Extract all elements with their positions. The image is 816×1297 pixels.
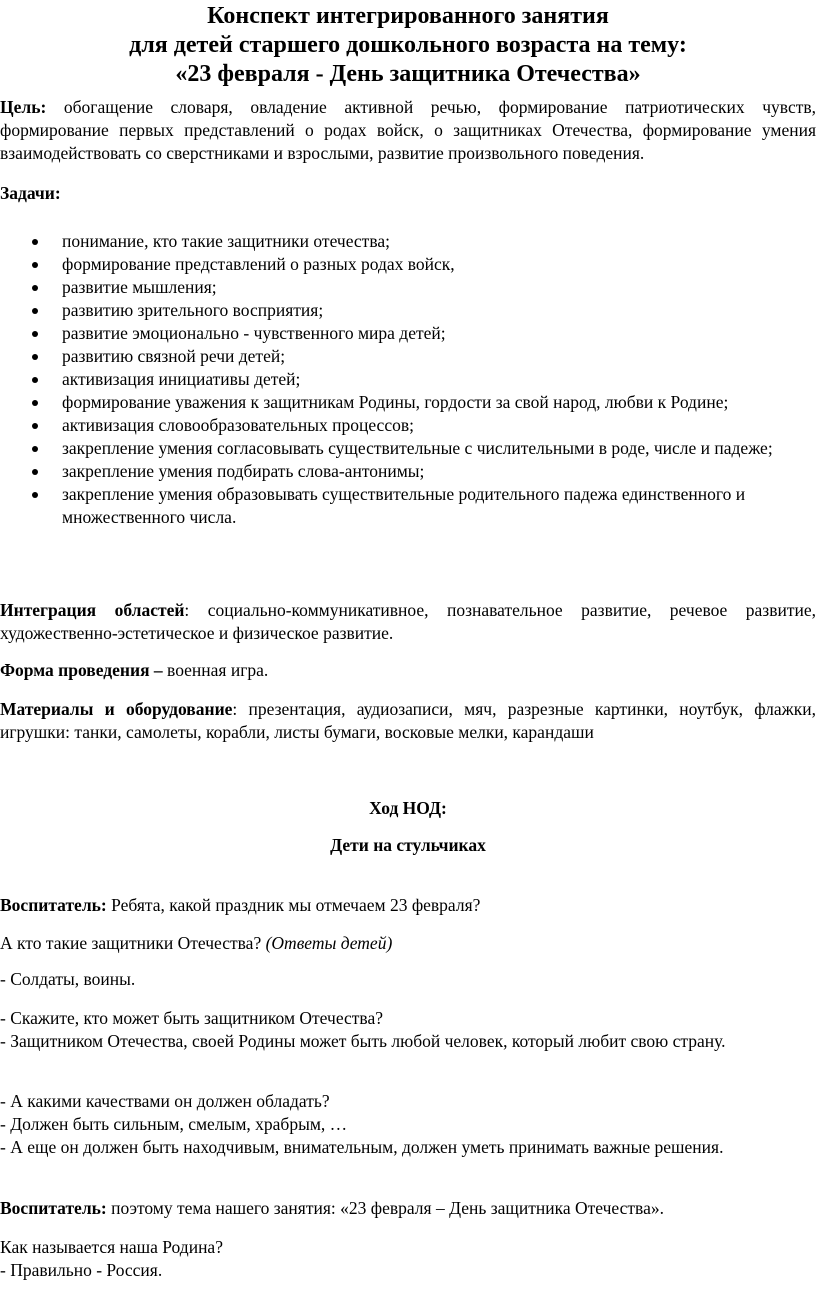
task-text: понимание, кто такие защитники отечества; [62,231,390,251]
document-title [0,0,816,89]
dialogue-p5-line-1: - А какими качествами он должен обладать? [0,1091,330,1111]
task-text: развитие мышления; [62,277,217,297]
task-item [0,460,816,483]
tasks-list-wrapper [0,230,816,529]
materials-text: : презентация, аудиозаписи, мяч, разрезные картинки, ноутбук, флажки, игрушки: танки, самолеты, корабли, листы бумаги, восковые мелки, карандаши [0,699,816,742]
task-text: закрепление умения подбирать слова-антонимы; [62,461,425,481]
bullet-icon [32,377,38,383]
dialogue-p4-line-1: - Скажите, кто может быть защитником Отечества? [0,1008,384,1028]
bullet-icon [32,239,38,245]
integration-paragraph [0,599,816,645]
dialogue-p6 [0,1197,816,1220]
task-text: активизация инициативы детей; [62,369,301,389]
dialogue-p7-line-2: - Правильно - Россия. [0,1260,163,1280]
form-text: военная игра. [162,660,269,680]
title-line-1: Конспект интегрированного занятия [207,3,609,29]
dialogue-p1 [0,894,816,917]
dialogue-p2-italic: (Ответы детей) [265,933,393,953]
tasks-list [0,230,816,529]
task-text: активизация словообразовательных процессов; [62,415,414,435]
task-item [0,414,816,437]
course-heading: Ход НОД: [369,798,447,818]
task-item [0,299,816,322]
task-text: развитию зрительного восприятия; [62,300,324,320]
task-item [0,437,816,460]
materials-paragraph [0,698,816,744]
bullet-icon [32,308,38,314]
integration-text: : социально-коммуникативное, познавательное развитие, речевое развитие, художественно-эстетическое и физическое развитие. [0,600,816,643]
task-text: развитию связной речи детей; [62,346,286,366]
dialogue-p7 [0,1236,816,1282]
task-item [0,276,816,299]
goal-label: Цель: [0,97,47,117]
goal-text: обогащение словаря, овладение активной речью, формирование патриотических чувств, формирование первых представлений о родах войск, о защитниках Отечества, формирование умения взаимодействовать со сверстниками и взрослыми, развитие произвольного поведения. [0,97,816,163]
dialogue-p5-line-2: - Должен быть сильным, смелым, храбрым, … [0,1114,348,1134]
tasks-heading [0,182,816,205]
dialogue-p4-line-2: - Защитником Отечества, своей Родины может быть любой человек, который любит свою страну. [0,1031,726,1051]
dialogue-p4 [0,1007,816,1053]
task-item [0,345,816,368]
bullet-icon [32,400,38,406]
task-item [0,368,816,391]
task-item [0,230,816,253]
task-text: закрепление умения образовывать существительные родительного падежа единственного и множественного числа. [62,484,746,527]
task-item [0,483,816,529]
task-item [0,322,816,345]
course-subheading: Дети на стульчиках [330,835,486,855]
bullet-icon [32,446,38,452]
integration-label: Интеграция областей [0,600,185,620]
bullet-icon [32,492,38,498]
task-item [0,253,816,276]
bullet-icon [32,331,38,337]
title-line-3: «23 февраля - День защитника Отечества» [175,61,641,87]
dialogue-p7-line-1: Как называется наша Родина? [0,1237,223,1257]
title-line-2: для детей старшего дошкольного возраста на тему: [129,32,687,58]
bullet-icon [32,262,38,268]
dialogue-p2-text: А кто такие защитники Отечества? [0,933,266,953]
goal-paragraph [0,96,816,165]
educator-label-2: Воспитатель: [0,1198,107,1218]
dialogue-p6-text: поэтому тема нашего занятия: «23 февраля – День защитника Отечества». [106,1198,664,1218]
dialogue-p5-line-3: - А еще он должен быть находчивым, внимательным, должен уметь принимать важные решения. [0,1137,724,1157]
dialogue-p1-text: Ребята, какой праздник мы отмечаем 23 февраля? [106,895,481,915]
task-text: закрепление умения согласовывать существительные с числительными в роде, числе и падеже; [62,438,773,458]
task-text: формирование представлений о разных родах войск, [62,254,455,274]
tasks-label: Задачи: [0,183,61,203]
form-paragraph [0,659,816,682]
task-text: формирование уважения к защитникам Родины, гордости за свой народ, любви к Родине; [62,392,729,412]
dialogue-p2 [0,932,816,955]
task-text: развитие эмоционально - чувственного мира детей; [62,323,446,343]
dialogue-p5 [0,1090,816,1159]
bullet-icon [32,354,38,360]
dialogue-p3: - Солдаты, воины. [0,969,136,989]
bullet-icon [32,423,38,429]
materials-label: Материалы и оборудование [0,699,233,719]
bullet-icon [32,285,38,291]
educator-label-1: Воспитатель: [0,895,107,915]
bullet-icon [32,469,38,475]
form-label: Форма проведения – [0,660,163,680]
task-item [0,391,816,414]
